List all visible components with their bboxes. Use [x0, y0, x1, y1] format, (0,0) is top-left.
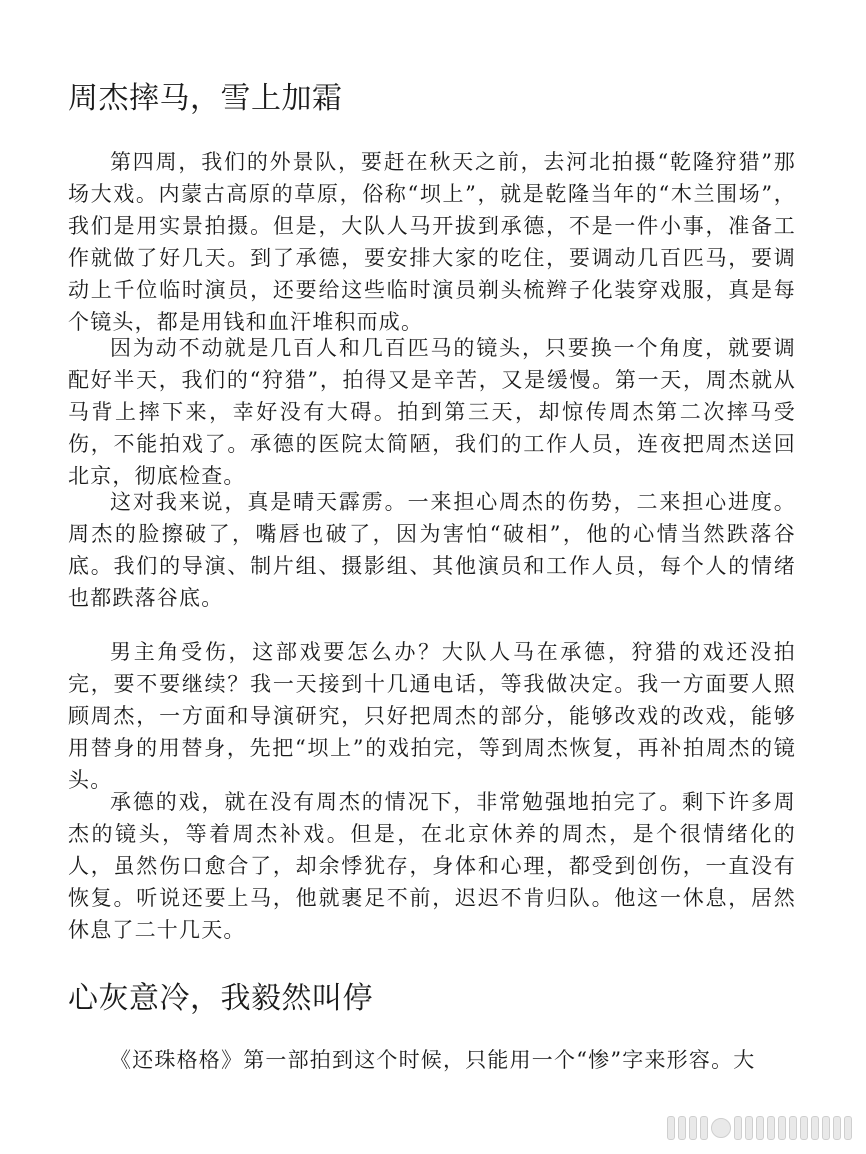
section-heading-2: 心灰意冷，我毅然叫停 [68, 981, 373, 1016]
watermark-bar [734, 1116, 742, 1140]
bars-and-circle-watermark-icon [667, 1116, 852, 1140]
watermark-circle [711, 1118, 731, 1138]
watermark-bar [833, 1116, 841, 1140]
watermark-bar [800, 1116, 808, 1140]
watermark-bar [811, 1116, 819, 1140]
watermark-bar [756, 1116, 764, 1140]
watermark-bar [844, 1116, 852, 1140]
paragraph: 因为动不动就是几百人和几百匹马的镜头，只要换一个角度，就要调配好半天，我们的“狩猎”，拍得又是辛苦，又是缓慢。第一天，周杰就从马背上摔下来，幸好没有大碍。拍到第三天，却惊传周杰第二次摔马受伤，不能拍戏了。承德的医院太简陋，我们的工作人员，连夜把周杰送回北京，彻底检查。 [68, 336, 796, 488]
watermark-bar [700, 1116, 708, 1140]
watermark-bar [778, 1116, 786, 1140]
paragraph: 男主角受伤，这部戏要怎么办？大队人马在承德，狩猎的戏还没拍完，要不要继续？我一天接到十几通电话，等我做决定。我一方面要人照顾周杰，一方面和导演研究，只好把周杰的部分，能够改戏的改戏，能够用替身的用替身，先把“坝上”的戏拍完，等到周杰恢复，再补拍周杰的镜头。 [68, 640, 796, 792]
section-heading-1: 周杰摔马，雪上加霜 [68, 81, 343, 116]
watermark-bar [745, 1116, 753, 1140]
watermark-bar [689, 1116, 697, 1140]
watermark-bar [822, 1116, 830, 1140]
watermark-bar [789, 1116, 797, 1140]
watermark-bar [667, 1116, 675, 1140]
paragraph: 《还珠格格》第一部拍到这个时候，只能用一个“惨”字来形容。大 [110, 1048, 756, 1072]
watermark-bar [767, 1116, 775, 1140]
paragraph: 这对我来说，真是晴天霹雳。一来担心周杰的伤势，二来担心进度。周杰的脸擦破了，嘴唇也破了，因为害怕“破相”，他的心情当然跌落谷底。我们的导演、制片组、摄影组、其他演员和工作人员，每个人的情绪也都跌落谷底。 [68, 490, 796, 610]
watermark-bar [678, 1116, 686, 1140]
paragraph: 第四周，我们的外景队，要赶在秋天之前，去河北拍摄“乾隆狩猎”那场大戏。内蒙古高原的草原，俗称“坝上”，就是乾隆当年的“木兰围场”，我们是用实景拍摄。但是，大队人马开拔到承德，不是一件小事，准备工作就做了好几天。到了承德，要安排大家的吃住，要调动几百匹马，要调动上千位临时演员，还要给这些临时演员剃头梳辫子化装穿戏服，真是每个镜头，都是用钱和血汗堆积而成。 [68, 150, 796, 334]
paragraph: 承德的戏，就在没有周杰的情况下，非常勉强地拍完了。剩下许多周杰的镜头，等着周杰补戏。但是，在北京休养的周杰，是个很情绪化的人，虽然伤口愈合了，却余悸犹存，身体和心理，都受到创伤，一直没有恢复。听说还要上马，他就裹足不前，迟迟不肯归队。他这一休息，居然休息了二十几天。 [68, 790, 796, 942]
